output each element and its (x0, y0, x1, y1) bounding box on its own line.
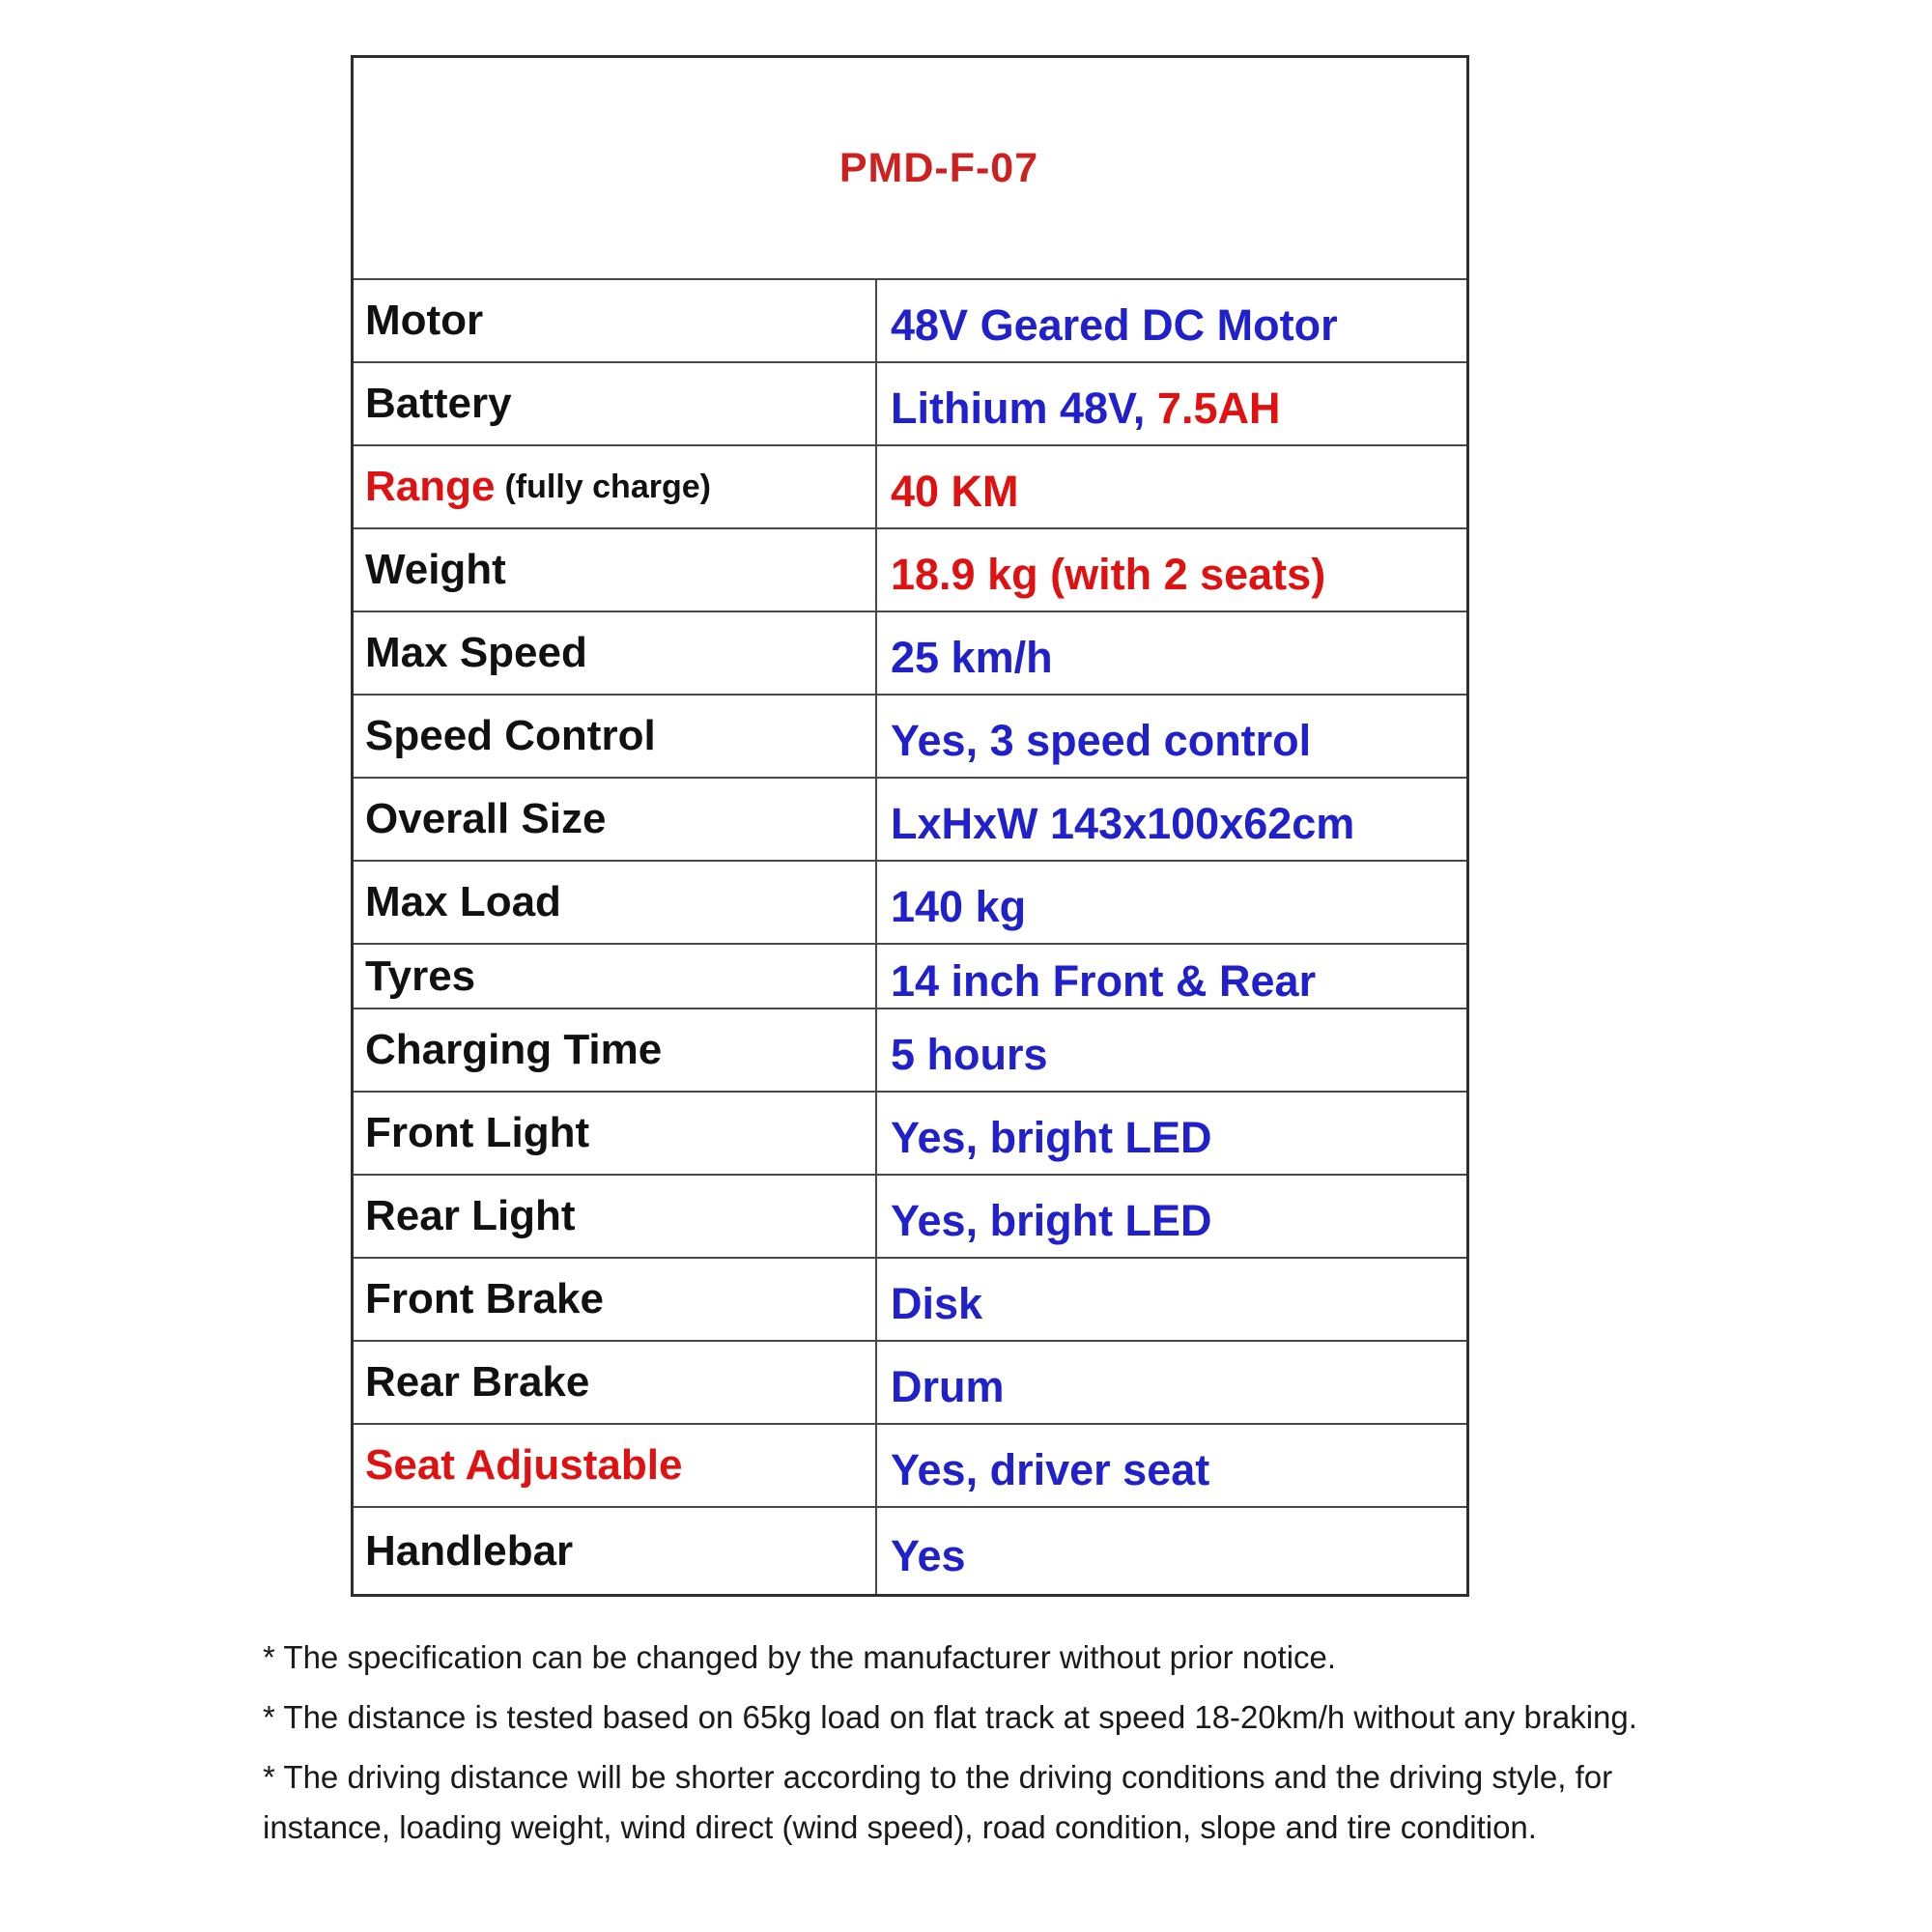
spec-row (354, 694, 1466, 777)
spec-value: Yes, bright LED (875, 1176, 1466, 1257)
spec-label: Tyres (365, 952, 476, 1000)
spec-row (354, 1257, 1466, 1340)
spec-value: 25 km/h (875, 612, 1466, 694)
spec-label: Front Light (365, 1109, 590, 1156)
spec-row (354, 860, 1466, 943)
spec-row (354, 278, 1466, 361)
table-header (354, 58, 1466, 278)
spec-row (354, 1423, 1466, 1506)
spec-value: 18.9 kg (with 2 seats) (875, 529, 1466, 611)
spec-value: Yes, driver seat (875, 1425, 1466, 1506)
spec-label: Rear Brake (365, 1358, 590, 1406)
spec-row (354, 1008, 1466, 1091)
spec-label: Rear Light (365, 1192, 576, 1239)
spec-row (354, 943, 1466, 1008)
spec-row (354, 527, 1466, 611)
spec-row (354, 1340, 1466, 1423)
spec-label-suffix: (fully charge) (504, 468, 711, 505)
spec-table-body (354, 278, 1466, 1594)
spec-label: Range (fully charge) (365, 463, 711, 510)
spec-label: Motor (365, 297, 484, 344)
spec-label: Charging Time (365, 1026, 663, 1073)
spec-label: Front Brake (365, 1275, 604, 1322)
spec-row (354, 1174, 1466, 1257)
spec-label: Overall Size (365, 795, 607, 842)
spec-label: Max Speed (365, 629, 587, 676)
spec-row (354, 1091, 1466, 1174)
spec-label: Seat Adjustable (365, 1441, 683, 1489)
spec-value: LxHxW 143x100x62cm (875, 779, 1466, 860)
spec-row (354, 777, 1466, 860)
spec-label: Weight (365, 546, 506, 593)
spec-label: Battery (365, 380, 512, 427)
spec-label: Handlebar (365, 1526, 574, 1575)
spec-value: Yes, 3 speed control (875, 696, 1466, 777)
spec-table (351, 55, 1469, 1597)
spec-label: Speed Control (365, 712, 656, 759)
footnotes (263, 1633, 1702, 1863)
footnote: * The driving distance will be shorter according to the driving conditions and the driving style, for instance, loading weight, wind direct (wind speed), road condition, slope and tire condition. (263, 1759, 1613, 1846)
spec-value: Disk (875, 1259, 1466, 1340)
spec-value: 5 hours (875, 1009, 1466, 1091)
spec-value: Yes, bright LED (875, 1093, 1466, 1174)
footnote: * The specification can be changed by the manufacturer without prior notice. (263, 1639, 1337, 1675)
spec-row (354, 444, 1466, 527)
spec-value: Lithium 48V, 7.5AH (875, 363, 1466, 444)
spec-value: 14 inch Front & Rear (875, 945, 1466, 1008)
spec-row (354, 361, 1466, 444)
model-number: PMD-F-07 (838, 144, 1039, 191)
spec-label: Max Load (365, 878, 561, 925)
footnote: * The distance is tested based on 65kg load on flat track at speed 18-20km/h without any braking. (263, 1699, 1637, 1736)
spec-value: 40 KM (875, 446, 1466, 527)
spec-value: 48V Geared DC Motor (875, 280, 1466, 361)
spec-value: 140 kg (875, 862, 1466, 943)
spec-row (354, 611, 1466, 694)
spec-value: Drum (875, 1342, 1466, 1423)
spec-row (354, 1506, 1466, 1594)
spec-value: Yes (875, 1508, 1466, 1594)
